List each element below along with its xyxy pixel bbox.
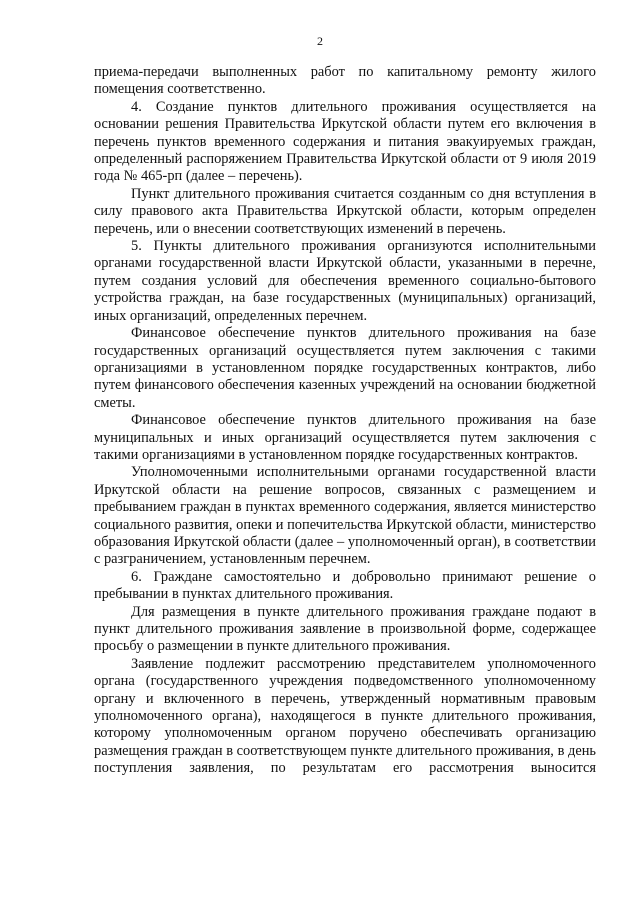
paragraph-item-4-creation: Пункт длительного проживания считается созданным со дня вступления в силу правового акта Правительства Иркутской области, которым определен перечень, или о внесении соответствующих изменений в перечень. <box>94 185 596 237</box>
paragraph-application: Для размещения в пункте длительного проживания граждане подают в пункт длительного проживания заявление в произвольной форме, содержащее просьбу о размещении в пункте длительного проживания. <box>94 603 596 655</box>
paragraph-financing-state: Финансовое обеспечение пунктов длительного проживания на базе государственных организаций осуществляется путем заключения с такими организациями в установленном порядке государственных контрактов, либо путем финансового обеспечения казенных учреждений на основании бюджетной сметы. <box>94 325 596 411</box>
document-body <box>94 64 596 778</box>
paragraph-authorized-bodies: Уполномоченными исполнительными органами государственной власти Иркутской области на решение вопросов, связанных с размещением и пребыванием граждан в пунктах временного содержания, является министерство социального развития, опеки и попечительства Иркутской области, министерство образования Иркутской области (далее – уполномоченный орган), в соответствии с разграничением, установленным перечнем. <box>94 464 596 568</box>
paragraph-item-4: 4. Создание пунктов длительного проживания осуществляется на основании решения Правительства Иркутской области путем его включения в перечень пунктов временного содержания и питания эвакуируемых граждан, определенный распоряжением Правительства Иркутской области от 9 июля 2019 года № 465-рп (далее – перечень). <box>94 98 596 185</box>
paragraph-continuation: приема-передачи выполненных работ по капитальному ремонту жилого помещения соответственно. <box>94 64 596 98</box>
paragraph-application-review: Заявление подлежит рассмотрению представителем уполномоченного органа (государственного учреждения подведомственного уполномоченному органу и включенного в перечень, утвержденный нормативным правовым уполномоченного органа), находящегося в пункте длительного проживания, которому уполномоченным органом поручено обеспечивать организацию размещения граждан в соответствующем пункте длительного проживания, в день поступления заявления, по результатам его рассмотрения выносится <box>94 655 596 777</box>
paragraph-item-6: 6. Граждане самостоятельно и добровольно принимают решение о пребывании в пунктах длительного проживания. <box>94 568 596 603</box>
page-number: 2 <box>317 34 323 48</box>
paragraph-financing-municipal: Финансовое обеспечение пунктов длительного проживания на базе муниципальных и иных организаций осуществляется путем заключения с такими организациями в установленном порядке государственных контрактов. <box>94 412 596 463</box>
paragraph-item-5: 5. Пункты длительного проживания организуются исполнительными органами государственной власти Иркутской области, указанными в перечне, путем создания условий для обеспечения временного социально-бытового устройства граждан, на базе государственных (муниципальных) организаций, иных организаций, определенных перечнем. <box>94 238 596 324</box>
